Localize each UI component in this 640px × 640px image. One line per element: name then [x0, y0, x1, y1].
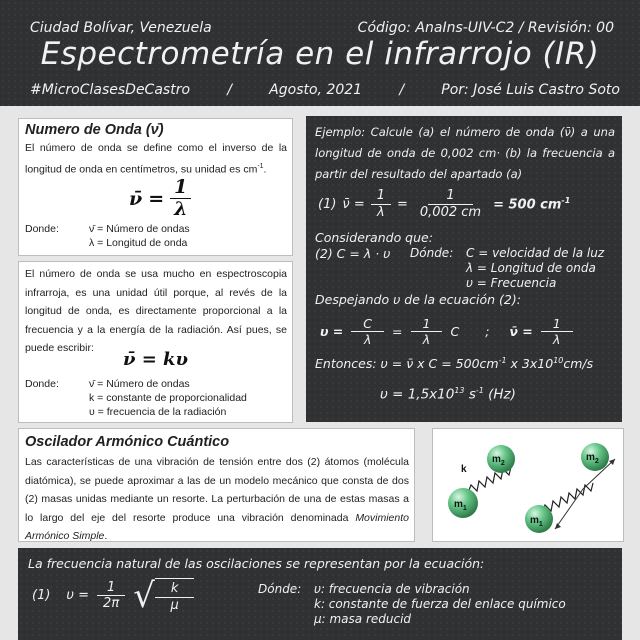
fraction: $\frac{k}{\mu}$ [155, 578, 195, 614]
fraction: $\frac{1}{\lambda}$ [170, 177, 191, 221]
author: Por: José Luis Castro Soto [441, 82, 620, 98]
mass-label: $m_1$ [530, 515, 543, 528]
wavenumber-title: Numero de Onda (ν̄) [25, 122, 164, 138]
spectroscopy-card [18, 261, 293, 423]
document-code: Código: AnaIns-UIV-C2 / Revisión: 00 [357, 20, 614, 36]
equation-2-definitions: C = velocidad de la luz λ = Longitud de onda υ = Frecuencia [466, 246, 605, 290]
spring-constant-label: k [461, 464, 467, 475]
harmonic-oscillator-diagram [433, 429, 623, 541]
separator: / [399, 82, 405, 98]
header-board [0, 0, 640, 106]
frequency-equation: (1) υ = $\frac{1}{2\pi}$ √ $\frac{k}{\mu}$ [32, 578, 194, 614]
then-equation: Entonces: υ = ν̄ x $C = 500cm^{-1}$ x $3x10^{10}cm/s$ [315, 356, 594, 372]
fraction: $\frac{C}{\lambda}$ [351, 316, 384, 348]
location: Ciudad Bolívar, Venezuela [30, 20, 212, 36]
mass-label: $m_2$ [586, 452, 599, 465]
fraction: $\frac{1}{\lambda}$ [371, 188, 391, 221]
wavenumber-card [18, 118, 293, 256]
oscillator-card [18, 428, 415, 542]
example-board [306, 116, 622, 422]
equation-3: υ = $\frac{C}{\lambda}$ = $\frac{1}{\lambda}$ C ; ν̄ = $\frac{1}{\lambda}$ [320, 316, 573, 348]
fraction: $\frac{1}{\lambda}$ [411, 316, 443, 348]
separator: / [227, 82, 232, 98]
where-label: Dónde: [258, 582, 302, 596]
fraction: $\frac{1}{2\pi}$ [97, 580, 125, 613]
wavenumber-formula: ν̄ = $\frac{1}{\lambda}$ [129, 177, 191, 221]
frequency-definitions: υ: frecuencia de vibración k: constante de fuerza del enlace químico μ: masa reducid [314, 582, 566, 626]
date: Agosto, 2021 [269, 82, 363, 98]
wavenumber-definitions: Donde: ν̄ = Número de ondas λ = Longitud de onda [25, 223, 190, 249]
equation-1: (1) ν̄ = $\frac{1}{\lambda}$ = $\frac{1}{0,002 cm}$ = 500 $cm^{-1}$ [318, 188, 571, 220]
proportionality-formula: ν̄ = kυ [122, 349, 189, 370]
fraction: $\frac{1}{0,002 cm}$ [419, 188, 482, 220]
spectroscopy-text: El número de onda se usa mucho en espectroscopia infrarroja, es una unidad útil porque, al revés de la longitud de onda, es directamente proporcional a la frecuencia y a la energía de la radiación. Así pues, se puede escribir: [25, 268, 287, 354]
oscillator-text: Las características de una vibración de tensión entre dos (2) átomos (molécula diatómica), se puede aproximar a las de un modelo mecánico que consta de dos (2) masas unidas mediante un resorte. La perturbación de una de estas masas a lo largo del eje del resorte produce una vibración denominada Movimiento Armónico Simple. [25, 456, 409, 542]
wavenumber-definition: El número de onda se define como el inverso de la longitud de onda en centímetros, su unidad es $cm^{-1}$. [25, 142, 287, 175]
header-meta-row [30, 82, 620, 98]
example-statement: Ejemplo: Calcule (a) el número de onda (ν̄) a una longitud de onda de 0,002 cm· (b) la frecuencia a partir del resultado del apartado (a) [315, 125, 615, 181]
fraction: $\frac{1}{\lambda}$ [541, 316, 573, 348]
spectroscopy-definitions: Donde: ν̄ = Número de ondas k = constante de proporcionalidad υ = frecuencia de la radiación [25, 378, 247, 418]
equation-2: (2) C = λ · υ [315, 246, 391, 261]
frequency-board [18, 548, 622, 640]
mass-label: $m_2$ [492, 454, 505, 467]
radical-icon: √ [133, 575, 155, 616]
where-label: Dónde: [410, 246, 454, 260]
spring-diagram-card [432, 428, 624, 542]
oscillator-title: Oscilador Armónico Cuántico [25, 434, 230, 450]
square-root [133, 575, 194, 616]
considering-label: Considerando que: [315, 230, 433, 245]
mass-label: $m_1$ [454, 499, 467, 512]
final-result: $\upsilon = 1,5x10^{13}$ $s^{-1}$ (Hz) [380, 386, 516, 403]
equation-1-result: = 500 $cm^{-1}$ [493, 196, 571, 213]
page-title: Espectrometría en el infrarrojo (IR) [40, 36, 600, 72]
frequency-intro: La frecuencia natural de las oscilaciones se representan por la ecuación: [28, 556, 485, 571]
mass-1-sphere [448, 488, 478, 518]
hashtag: #MicroClasesDeCastro [30, 82, 191, 98]
solving-label: Despejando υ de la ecuación (2): [315, 292, 521, 307]
